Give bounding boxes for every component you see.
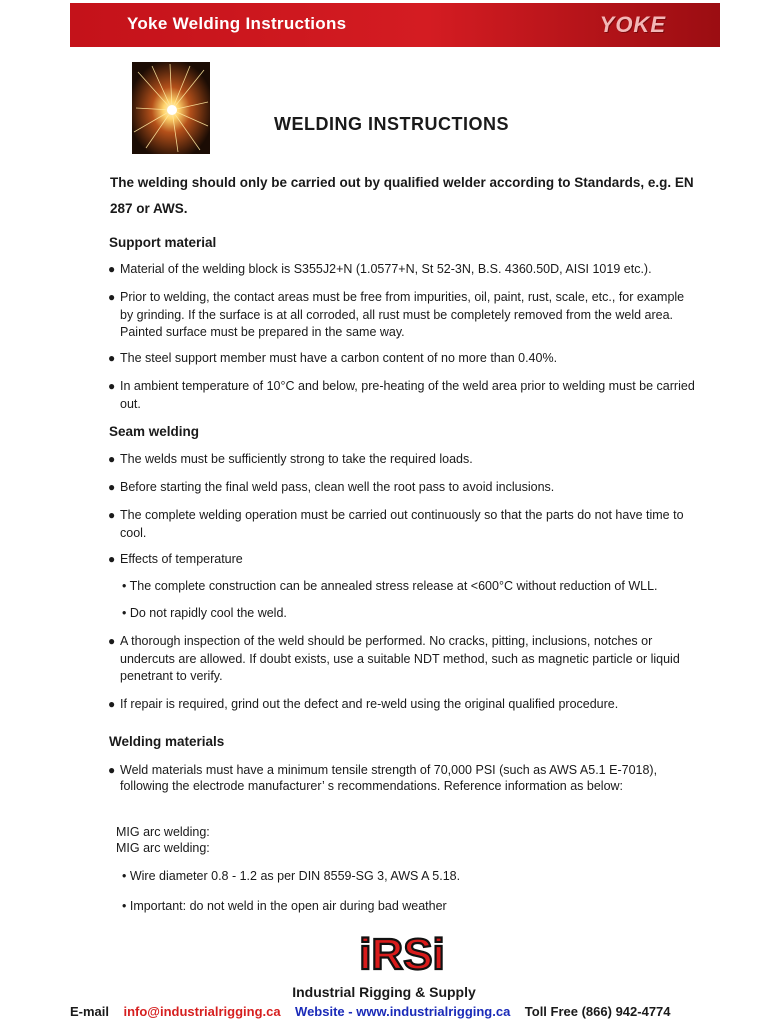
toll-free-number: Toll Free (866) 942-4774	[524, 1004, 671, 1019]
yoke-logo: YOKE	[599, 12, 666, 37]
sub-list-item: • Important: do not weld in the open air during bad weather	[122, 899, 447, 913]
irsi-logo	[357, 925, 447, 975]
mig-label: MIG arc welding:	[116, 825, 210, 839]
sub-list-item: • Do not rapidly cool the weld.	[122, 606, 287, 620]
list-item: ● Before starting the final weld pass, clean well the root pass to avoid inclusions.	[108, 480, 555, 494]
contact-footer	[70, 1004, 671, 1019]
mig-label: MIG arc welding:	[116, 841, 210, 855]
list-item: ● The steel support member must have a carbon content of no more than 0.40%.	[108, 351, 558, 365]
sparks-icon	[132, 62, 210, 154]
email-label: E-mail	[70, 1004, 110, 1019]
list-item: ● Material of the welding block is S355J2+N (1.0577+N, St 52-3N, B.S. 4360.50D, AISI 1019 etc.).	[108, 262, 652, 276]
seam-welding-heading: Seam welding	[109, 424, 200, 439]
header-title: Yoke Welding Instructions	[127, 14, 347, 33]
welding-materials-heading: Welding materials	[109, 734, 225, 749]
website-label: Website -	[295, 1004, 353, 1019]
welding-sparks-image	[132, 62, 210, 154]
list-item: ● The complete welding operation must be carried out continuously so that the parts do not have time to cool.	[108, 508, 684, 540]
intro-statement: The welding should only be carried out by qualified welder according to Standards, e.g. EN 287 or AWS.	[110, 175, 694, 216]
company-name: Industrial Rigging & Supply	[292, 984, 476, 1000]
email-link[interactable]: info@industrialrigging.ca	[123, 1004, 281, 1019]
list-item: ● Effects of temperature	[108, 552, 243, 566]
sub-list-item: • Wire diameter 0.8 - 1.2 as per DIN 8559-SG 3, AWS A 5.18.	[122, 869, 461, 883]
list-item: ● If repair is required, grind out the defect and re-weld using the original qualified procedure.	[108, 697, 619, 711]
list-item: ● In ambient temperature of 10°C and below, pre-heating of the weld area prior to welding must be carried out.	[108, 379, 695, 411]
irsi-logo-text: iRSi	[359, 930, 445, 975]
sub-list-item: • The complete construction can be annealed stress release at <600°C without reduction of WLL.	[122, 579, 658, 593]
header-banner	[70, 3, 720, 47]
website-link[interactable]: www.industrialrigging.ca	[356, 1004, 511, 1019]
support-material-heading: Support material	[109, 235, 217, 250]
list-item: ● A thorough inspection of the weld should be performed. No cracks, pitting, inclusions, notches or undercuts are allowed. If doubt exists, use a suitable NDT method, such as magnetic particle or liquid penetrant to verify.	[108, 634, 680, 683]
list-item: ● Prior to welding, the contact areas must be free from impurities, oil, paint, rust, scale, etc., for example by grinding. If the surface is at all corroded, all rust must be completely removed from the weld area. Painted surface must be prepared in the same way.	[108, 290, 685, 339]
document-title: WELDING INSTRUCTIONS	[274, 114, 509, 134]
list-item: ● The welds must be sufficiently strong to take the required loads.	[108, 452, 473, 466]
list-item: ● Weld materials must have a minimum tensile strength of 70,000 PSI (such as AWS A5.1 E-7018), following the electrode manufacturer’ s recommendations. Reference information as below:	[108, 763, 658, 793]
